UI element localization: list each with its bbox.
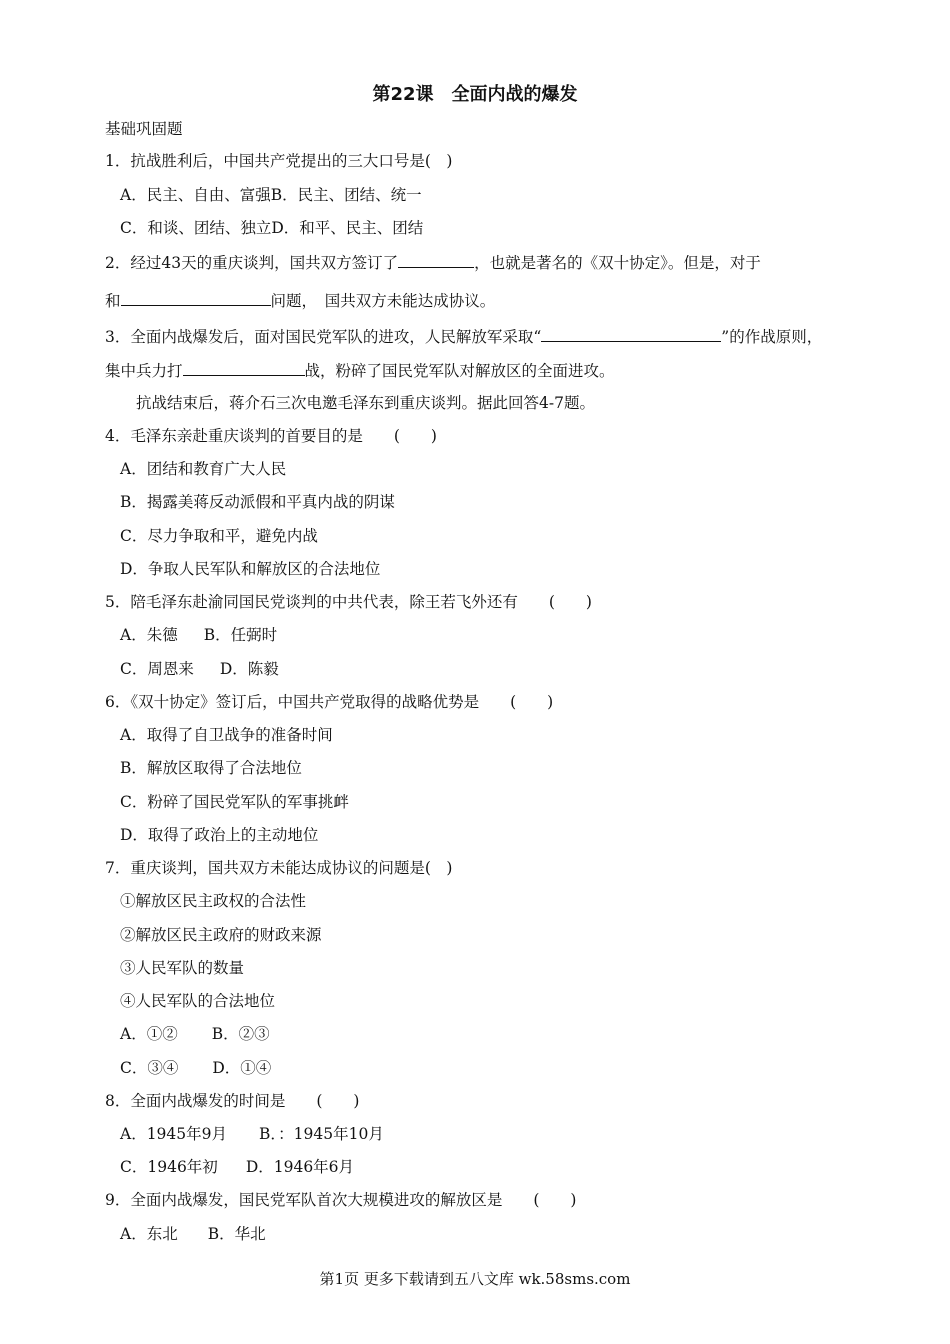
answer-blank[interactable] [398, 251, 474, 268]
question-7-item-1: ①解放区民主政权的合法性 [120, 892, 307, 910]
question-5-option-a: A．朱德 [120, 626, 178, 644]
question-8-stem: 8．全面内战爆发的时间是 ( ) [105, 1092, 360, 1110]
question-4-option-c: C．尽力争取和平，避免内战 [120, 527, 318, 545]
question-5-option-c: C．周恩来 [120, 660, 194, 678]
question-7-stem: 7．重庆谈判，国共双方未能达成协议的问题是( ) [105, 859, 453, 877]
question-2-text-3: 和 [105, 292, 121, 310]
question-8-option-b: B．：1945年10月 [259, 1125, 384, 1143]
question-5-options-cd [120, 659, 279, 679]
question-7-option-b: B．②③ [211, 1025, 270, 1043]
question-9-option-b: B．华北 [207, 1225, 266, 1243]
question-4-stem: 4．毛泽东亲赴重庆谈判的首要目的是 ( ) [105, 427, 437, 445]
answer-blank[interactable] [541, 325, 721, 342]
question-5-stem: 5．陪毛泽东赴渝同国民党谈判的中共代表，除王若飞外还有 ( ) [105, 593, 592, 611]
question-1-options-ab: A．民主、自由、富强B．民主、团结、统一 [120, 186, 422, 204]
question-4-option-a: A．团结和教育广大人民 [120, 460, 287, 478]
question-7-options-cd [120, 1058, 271, 1078]
question-3-text-1: 3．全面内战爆发后，面对国民党军队的进攻，人民解放军采取“ [105, 328, 542, 346]
page-title: 第22课 全面内战的爆发 [372, 84, 578, 105]
question-6-option-c: C．粉碎了国民党军队的军事挑衅 [120, 793, 349, 811]
question-6-option-b: B．解放区取得了合法地位 [120, 759, 302, 777]
question-3-line-2 [105, 359, 615, 381]
section-heading: 基础巩固题 [105, 120, 183, 138]
question-2-line-1 [105, 251, 761, 273]
question-8-option-d: D．1946年6月 [245, 1158, 355, 1176]
question-7-item-4: ④人民军队的合法地位 [120, 992, 276, 1010]
question-1-options-cd: C．和谈、团结、独立D．和平、民主、团结 [120, 219, 424, 237]
question-7-option-a: A．①② [120, 1025, 178, 1043]
answer-blank[interactable] [183, 359, 305, 376]
question-6-stem: 6．《双十协定》签订后，中国共产党取得的战略优势是 ( ) [105, 693, 554, 711]
intro-text: 抗战结束后，蒋介石三次电邀毛泽东到重庆谈判。据此回答4-7题。 [136, 394, 595, 412]
question-5-option-b: B．任弼时 [203, 626, 278, 644]
question-7-item-2: ②解放区民主政府的财政来源 [120, 926, 322, 944]
question-6-option-a: A．取得了自卫战争的准备时间 [120, 726, 333, 744]
question-8-option-a: A．1945年9月 [120, 1125, 228, 1143]
question-7-item-3: ③人民军队的数量 [120, 959, 245, 977]
question-4-option-b: B．揭露美蒋反动派假和平真内战的阴谋 [120, 493, 395, 511]
question-9-options-ab [120, 1224, 266, 1244]
question-3-text-3: 集中兵力打 [105, 362, 183, 380]
question-8-option-c: C．1946年初 [120, 1158, 218, 1176]
question-1-stem: 1．抗战胜利后，中国共产党提出的三大口号是( ) [105, 152, 453, 170]
question-5-options-ab [120, 625, 277, 645]
question-6-option-d: D．取得了政治上的主动地位 [120, 826, 319, 844]
question-4-option-d: D．争取人民军队和解放区的合法地位 [120, 560, 381, 578]
question-3-text-2: ”的作战原则， [721, 328, 823, 346]
question-3-text-4: 战，粉碎了国民党军队对解放区的全面进攻。 [304, 362, 615, 380]
question-8-options-ab [120, 1124, 384, 1144]
question-5-option-d: D．陈毅 [219, 660, 279, 678]
question-2-text-2: ，也就是著名的《双十协定》。但是，对于 [474, 254, 761, 272]
question-9-stem: 9．全面内战爆发，国民党军队首次大规模进攻的解放区是 ( ) [105, 1191, 577, 1209]
page-footer: 第1页 更多下载请到五八文库 wk.58sms.com [319, 1270, 631, 1288]
question-7-option-c: C．③④ [120, 1059, 179, 1077]
question-2-text-4: 问题， 国共双方未能达成协议。 [270, 292, 496, 310]
question-9-option-a: A．东北 [120, 1225, 178, 1243]
question-2-text-1: 2．经过43天的重庆谈判，国共双方签订了 [105, 254, 399, 272]
question-7-option-d: D．①④ [212, 1059, 272, 1077]
question-3-line-1 [105, 325, 822, 347]
question-2-line-2 [105, 289, 495, 311]
question-7-options-ab [120, 1024, 270, 1044]
question-8-options-cd [120, 1157, 354, 1177]
answer-blank[interactable] [121, 289, 271, 306]
